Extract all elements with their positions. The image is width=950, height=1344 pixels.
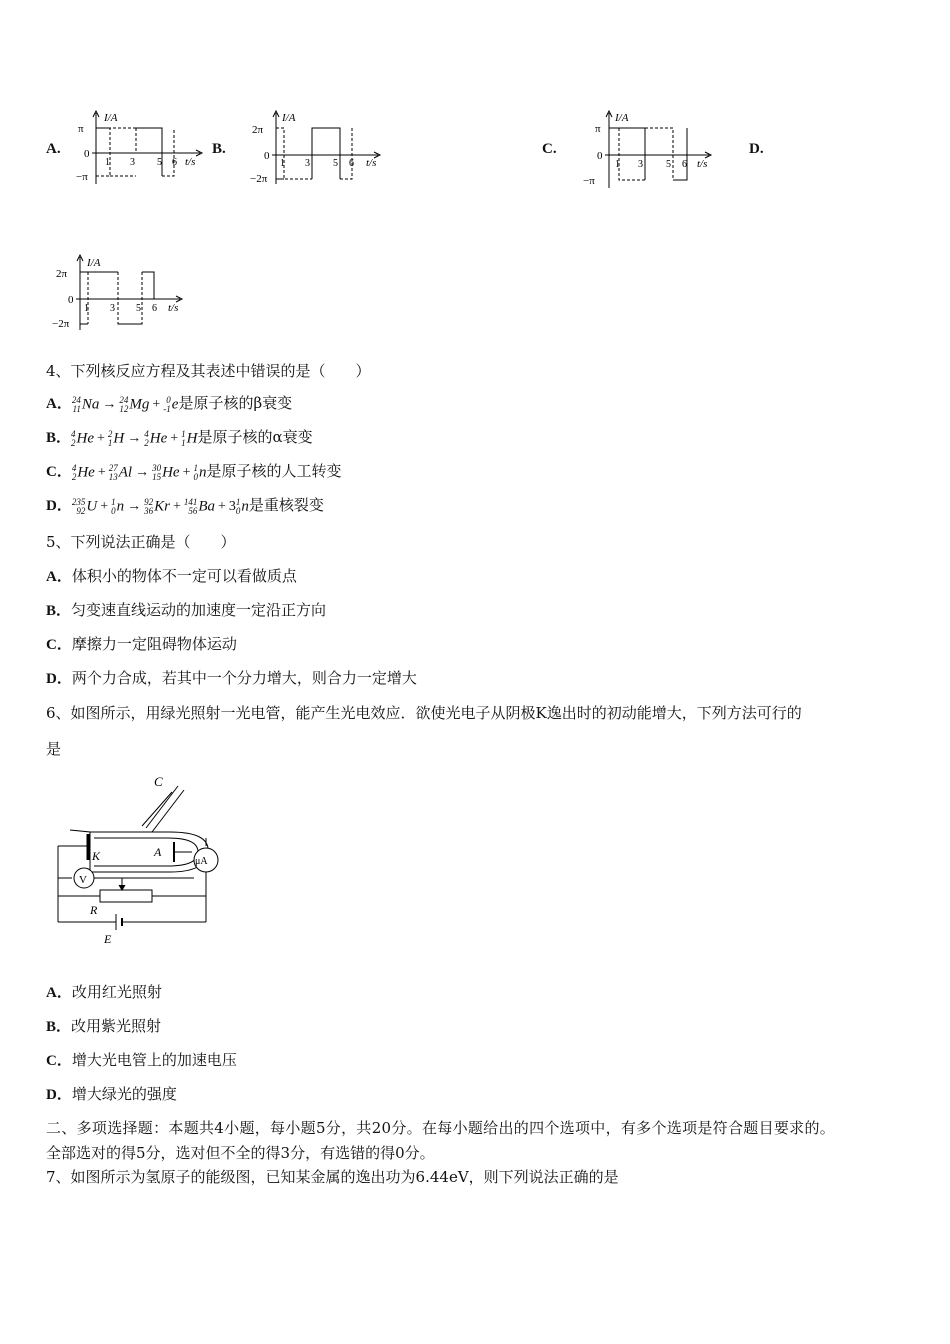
option-letter: C．	[46, 464, 72, 480]
axis-t-label: t/s	[697, 158, 708, 170]
q7-stem: 7、如图所示为氢原子的能级图，已知某金属的逸出功为6.44eV，则下列说法正确的是	[46, 1168, 619, 1186]
label-a: A	[154, 845, 162, 859]
tick-6: 6	[349, 158, 354, 169]
option-text: 体积小的物体不一定可以看做质点	[71, 567, 297, 585]
tick-1: 1	[615, 159, 620, 170]
option-letter: B．	[46, 603, 72, 619]
option-text: 增大绿光的强度	[71, 1085, 177, 1103]
option-letter: D．	[46, 1087, 72, 1103]
option-desc: 是原子核的α衰变	[197, 428, 313, 446]
q6-stem-line1: 6、如图所示，用绿光照射一光电管，能产生光电效应．欲使光电子从阴极K逸出时的初动能增大，下列方法可行的	[46, 704, 802, 722]
label-voltmeter: V	[79, 874, 87, 886]
label-microammeter: μA	[195, 856, 208, 867]
amp-label: π	[595, 123, 601, 135]
q5-option-b[interactable]	[46, 599, 326, 620]
tick-1: 1	[105, 157, 110, 168]
axis-t-label: t/s	[366, 157, 377, 169]
nuclear-equation: 24 11 Na → 24 12 Mg + 0 -1 e	[71, 394, 179, 414]
axis-i-label: I/A	[282, 112, 296, 124]
zero-label: 0	[68, 294, 74, 306]
option-text: 两个力合成，若其中一个分力增大，则合力一定增大	[71, 669, 417, 687]
q4-stem: 4、下列核反应方程及其表述中错误的是（ ）	[46, 362, 371, 380]
option-letter: A．	[46, 396, 72, 412]
tick-5: 5	[136, 303, 141, 314]
q4-option-c[interactable]	[46, 460, 342, 482]
neg-amp-label: −2π	[250, 173, 268, 185]
neg-amp-label: −π	[583, 175, 595, 187]
zero-label: 0	[84, 148, 90, 160]
q6-option-d[interactable]	[46, 1083, 177, 1104]
amp-label: 2π	[252, 124, 264, 136]
option-text: 改用红光照射	[71, 983, 162, 1001]
tick-5: 5	[666, 159, 671, 170]
option-letter: A．	[46, 569, 72, 585]
option-text: 匀变速直线运动的加速度一定沿正方向	[71, 601, 327, 619]
tick-1: 1	[84, 303, 89, 314]
option-letter: C．	[46, 1053, 72, 1069]
option-desc: 是重核裂变	[248, 496, 324, 514]
graph-c	[585, 108, 725, 190]
label-c: C	[154, 774, 163, 789]
tick-6: 6	[152, 303, 157, 314]
q6-stem-line2: 是	[46, 740, 62, 758]
option-text: 摩擦力一定阻碍物体运动	[71, 635, 237, 653]
option-text: 增大光电管上的加速电压	[71, 1051, 237, 1069]
graph-b	[248, 108, 388, 188]
amp-label: π	[78, 123, 84, 135]
zero-label: 0	[597, 150, 603, 162]
option-a-label: A.	[46, 141, 61, 157]
graph-a	[70, 108, 210, 188]
nuclear-equation: 4 2 He + 27 13 Al → 30 15 He + 1 0 n	[71, 462, 207, 482]
tick-6: 6	[172, 157, 177, 168]
axis-i-label: I/A	[615, 112, 629, 124]
tick-3: 3	[130, 157, 135, 168]
option-letter: D．	[46, 498, 72, 514]
amp-label: 2π	[56, 268, 68, 280]
q6-option-b[interactable]	[46, 1015, 161, 1036]
label-k: K	[92, 849, 101, 863]
option-letter: A．	[46, 985, 72, 1001]
graph-d	[52, 252, 192, 332]
option-b-label: B.	[212, 141, 226, 157]
option-text: 改用紫光照射	[71, 1017, 162, 1035]
option-desc: 是原子核的β衰变	[178, 394, 293, 412]
axis-t-label: t/s	[185, 156, 196, 168]
option-letter: B．	[46, 1019, 72, 1035]
tick-1: 1	[280, 158, 285, 169]
neg-amp-label: −π	[76, 171, 88, 183]
tick-3: 3	[110, 303, 115, 314]
q5-option-c[interactable]	[46, 633, 237, 654]
q4-option-b[interactable]	[46, 426, 313, 448]
q6-option-a[interactable]	[46, 981, 162, 1002]
nuclear-equation: 4 2 He + 2 1 H → 4 2 He + 1 1 H	[71, 428, 198, 448]
option-letter: B．	[46, 430, 72, 446]
q5-option-a[interactable]	[46, 565, 297, 586]
option-letter: D．	[46, 671, 72, 687]
section2-heading-line2: 全部选对的得5分，选对但不全的得3分，有选错的得0分。	[46, 1144, 435, 1162]
axis-i-label: I/A	[87, 257, 101, 269]
option-letter: C．	[46, 637, 72, 653]
zero-label: 0	[264, 150, 270, 162]
tick-5: 5	[157, 157, 162, 168]
tick-5: 5	[333, 158, 338, 169]
label-e: E	[104, 932, 112, 946]
q4-option-a[interactable]	[46, 392, 292, 414]
option-c-label: C.	[542, 141, 557, 157]
tick-6: 6	[682, 159, 687, 170]
q6-option-c[interactable]	[46, 1049, 237, 1070]
label-r: R	[90, 903, 98, 917]
option-d-label: D.	[749, 141, 764, 157]
axis-t-label: t/s	[168, 302, 179, 314]
photoelectric-circuit-figure	[50, 768, 230, 948]
nuclear-equation: 235 92 U + 1 0 n → 92 36 Kr + 141 56 Ba + 3 1 0 n	[71, 496, 249, 516]
q4-option-d[interactable]	[46, 494, 324, 516]
tick-3: 3	[305, 158, 310, 169]
q5-option-d[interactable]	[46, 667, 417, 688]
section2-heading-line1: 二、多项选择题：本题共4小题，每小题5分，共20分。在每小题给出的四个选项中，有多个选项是符合题目要求的。	[46, 1119, 836, 1137]
axis-i-label: I/A	[104, 112, 118, 124]
neg-amp-label: −2π	[52, 318, 70, 330]
option-desc: 是原子核的人工转变	[206, 462, 342, 480]
tick-3: 3	[638, 159, 643, 170]
q5-stem: 5、下列说法正确是（ ）	[46, 533, 236, 551]
